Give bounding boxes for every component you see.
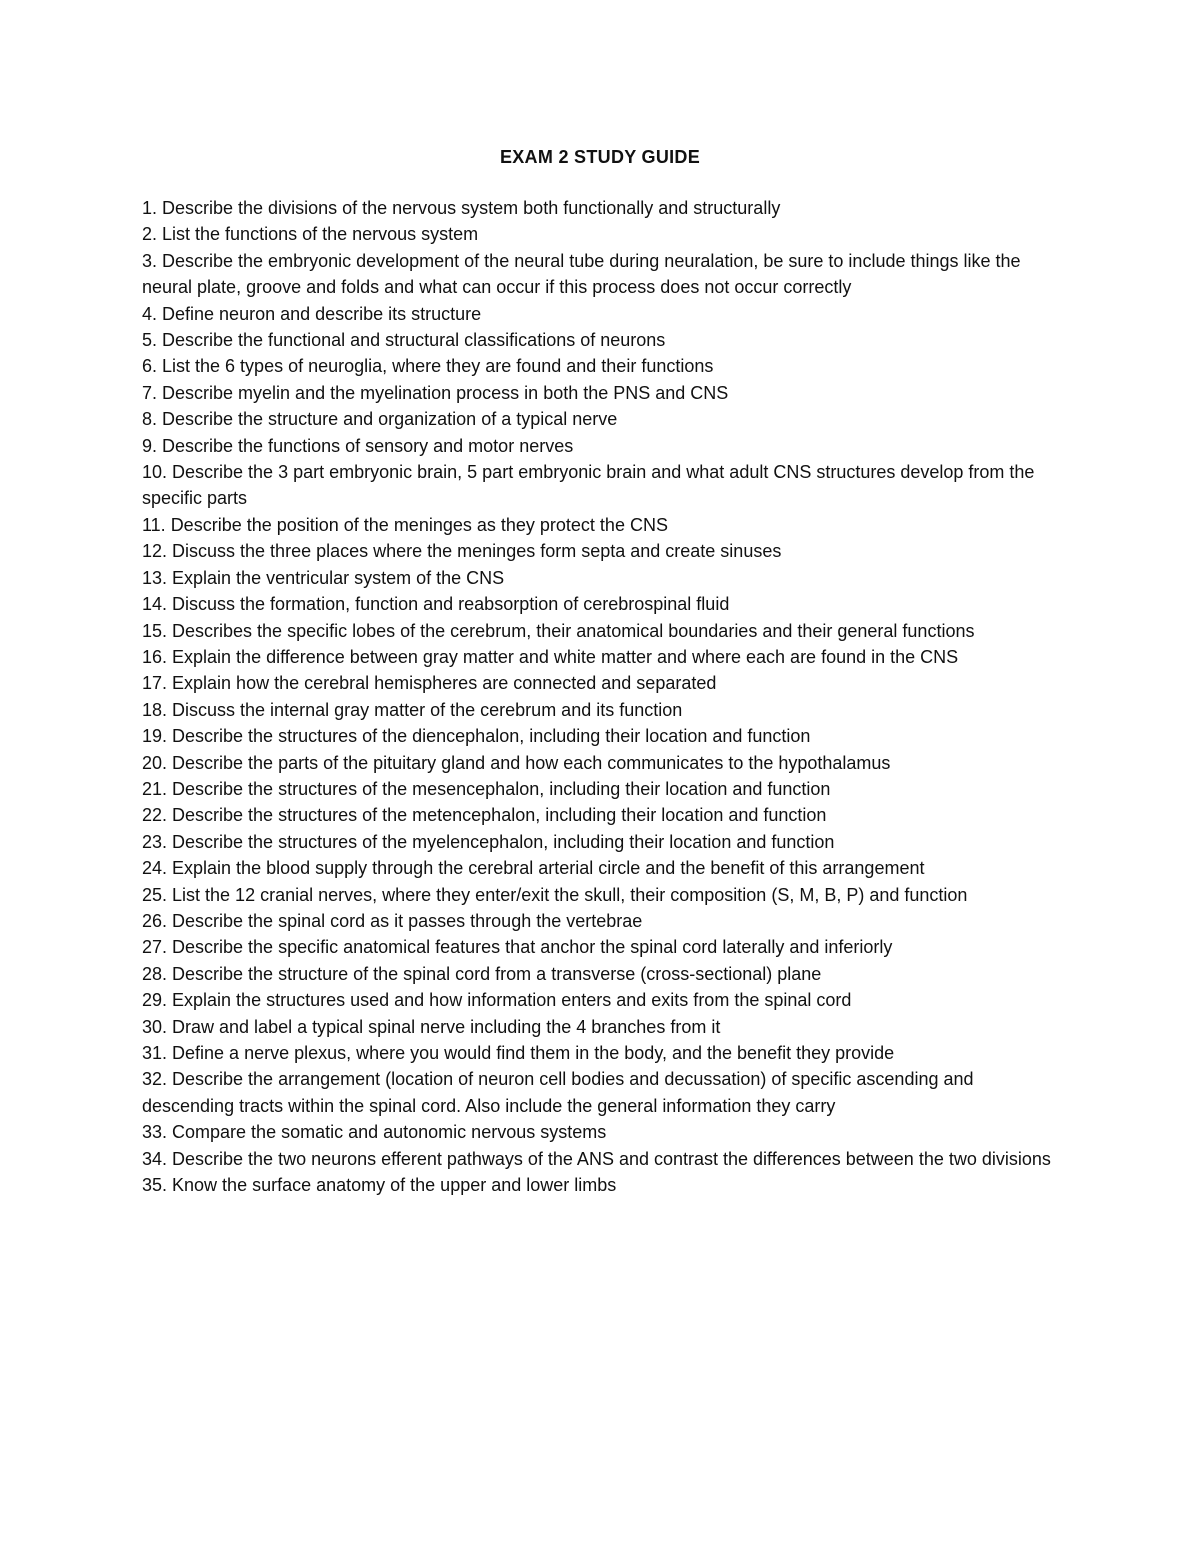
question-item: 27. Describe the specific anatomical features that anchor the spinal cord laterally and inferiorly — [142, 937, 893, 958]
question-item: 4. Define neuron and describe its structure — [142, 303, 482, 324]
question-item: 1. Describe the divisions of the nervous system both functionally and structurally — [142, 198, 781, 218]
question-item: 19. Describe the structures of the diencephalon, including their location and function — [142, 726, 811, 747]
question-item: 17. Explain how the cerebral hemispheres are connected and separated — [142, 673, 717, 694]
question-item: 14. Discuss the formation, function and reabsorption of cerebrospinal fluid — [142, 594, 730, 615]
question-item: 33. Compare the somatic and autonomic nervous systems — [142, 1122, 607, 1143]
question-item: 30. Draw and label a typical spinal nerve including the 4 branches from it — [142, 1016, 721, 1037]
question-item: 28. Describe the structure of the spinal cord from a transverse (cross-sectional) plane — [142, 963, 822, 984]
question-item: 8. Describe the structure and organization of a typical nerve — [142, 409, 618, 430]
question-item: 20. Describe the parts of the pituitary gland and how each communicates to the hypothalamus — [142, 752, 891, 773]
question-item: 18. Discuss the internal gray matter of the cerebrum and its function — [142, 699, 683, 720]
question-list — [142, 195, 1062, 1198]
question-item: 12. Discuss the three places where the meninges form septa and create sinuses — [142, 541, 782, 562]
question-item: 7. Describe myelin and the myelination process in both the PNS and CNS — [142, 382, 729, 403]
question-item: 26. Describe the spinal cord as it passes through the vertebrae — [142, 910, 643, 931]
question-item: 29. Explain the structures used and how information enters and exits from the spinal cord — [142, 990, 852, 1011]
question-item: 15. Describes the specific lobes of the cerebrum, their anatomical boundaries and their general functions — [142, 620, 975, 641]
question-item: 34. Describe the two neurons efferent pathways of the ANS and contrast the differences between the two divisions — [142, 1148, 1051, 1169]
question-item: 21. Describe the structures of the mesencephalon, including their location and function — [142, 778, 831, 799]
question-item: 22. Describe the structures of the metencephalon, including their location and function — [142, 805, 827, 826]
question-item: 6. List the 6 types of neuroglia, where they are found and their functions — [142, 356, 714, 377]
question-item: 2. List the functions of the nervous system — [142, 224, 479, 245]
question-item: 9. Describe the functions of sensory and motor nerves — [142, 435, 574, 456]
question-item: 11. Describe the position of the meninges as they protect the CNS — [142, 514, 668, 535]
question-item: 3. Describe the embryonic development of the neural tube during neuralation, be sure to include things like the neural plate, groove and folds and what can occur if this process does not occur correctly — [142, 250, 1021, 298]
question-item: 23. Describe the structures of the myelencephalon, including their location and function — [142, 831, 835, 852]
question-item: 5. Describe the functional and structural classifications of neurons — [142, 330, 666, 351]
question-item: 24. Explain the blood supply through the cerebral arterial circle and the benefit of this arrangement — [142, 858, 925, 879]
question-item: 32. Describe the arrangement (location of neuron cell bodies and decussation) of specific ascending and descending tracts within the spinal cord. Also include the general information they carry — [142, 1069, 974, 1116]
question-item: 13. Explain the ventricular system of the CNS — [142, 567, 505, 588]
question-item: 25. List the 12 cranial nerves, where they enter/exit the skull, their composition (S, M, B, P) and function — [142, 884, 968, 905]
page-title: EXAM 2 STUDY GUIDE — [499, 147, 701, 167]
question-item: 35. Know the surface anatomy of the upper and lower limbs — [142, 1175, 617, 1196]
question-item: 31. Define a nerve plexus, where you would find them in the body, and the benefit they provide — [142, 1043, 895, 1063]
question-item: 10. Describe the 3 part embryonic brain, 5 part embryonic brain and what adult CNS structures develop from the specific parts — [142, 462, 1035, 509]
question-item: 16. Explain the difference between gray matter and white matter and where each are found in the CNS — [142, 646, 959, 667]
